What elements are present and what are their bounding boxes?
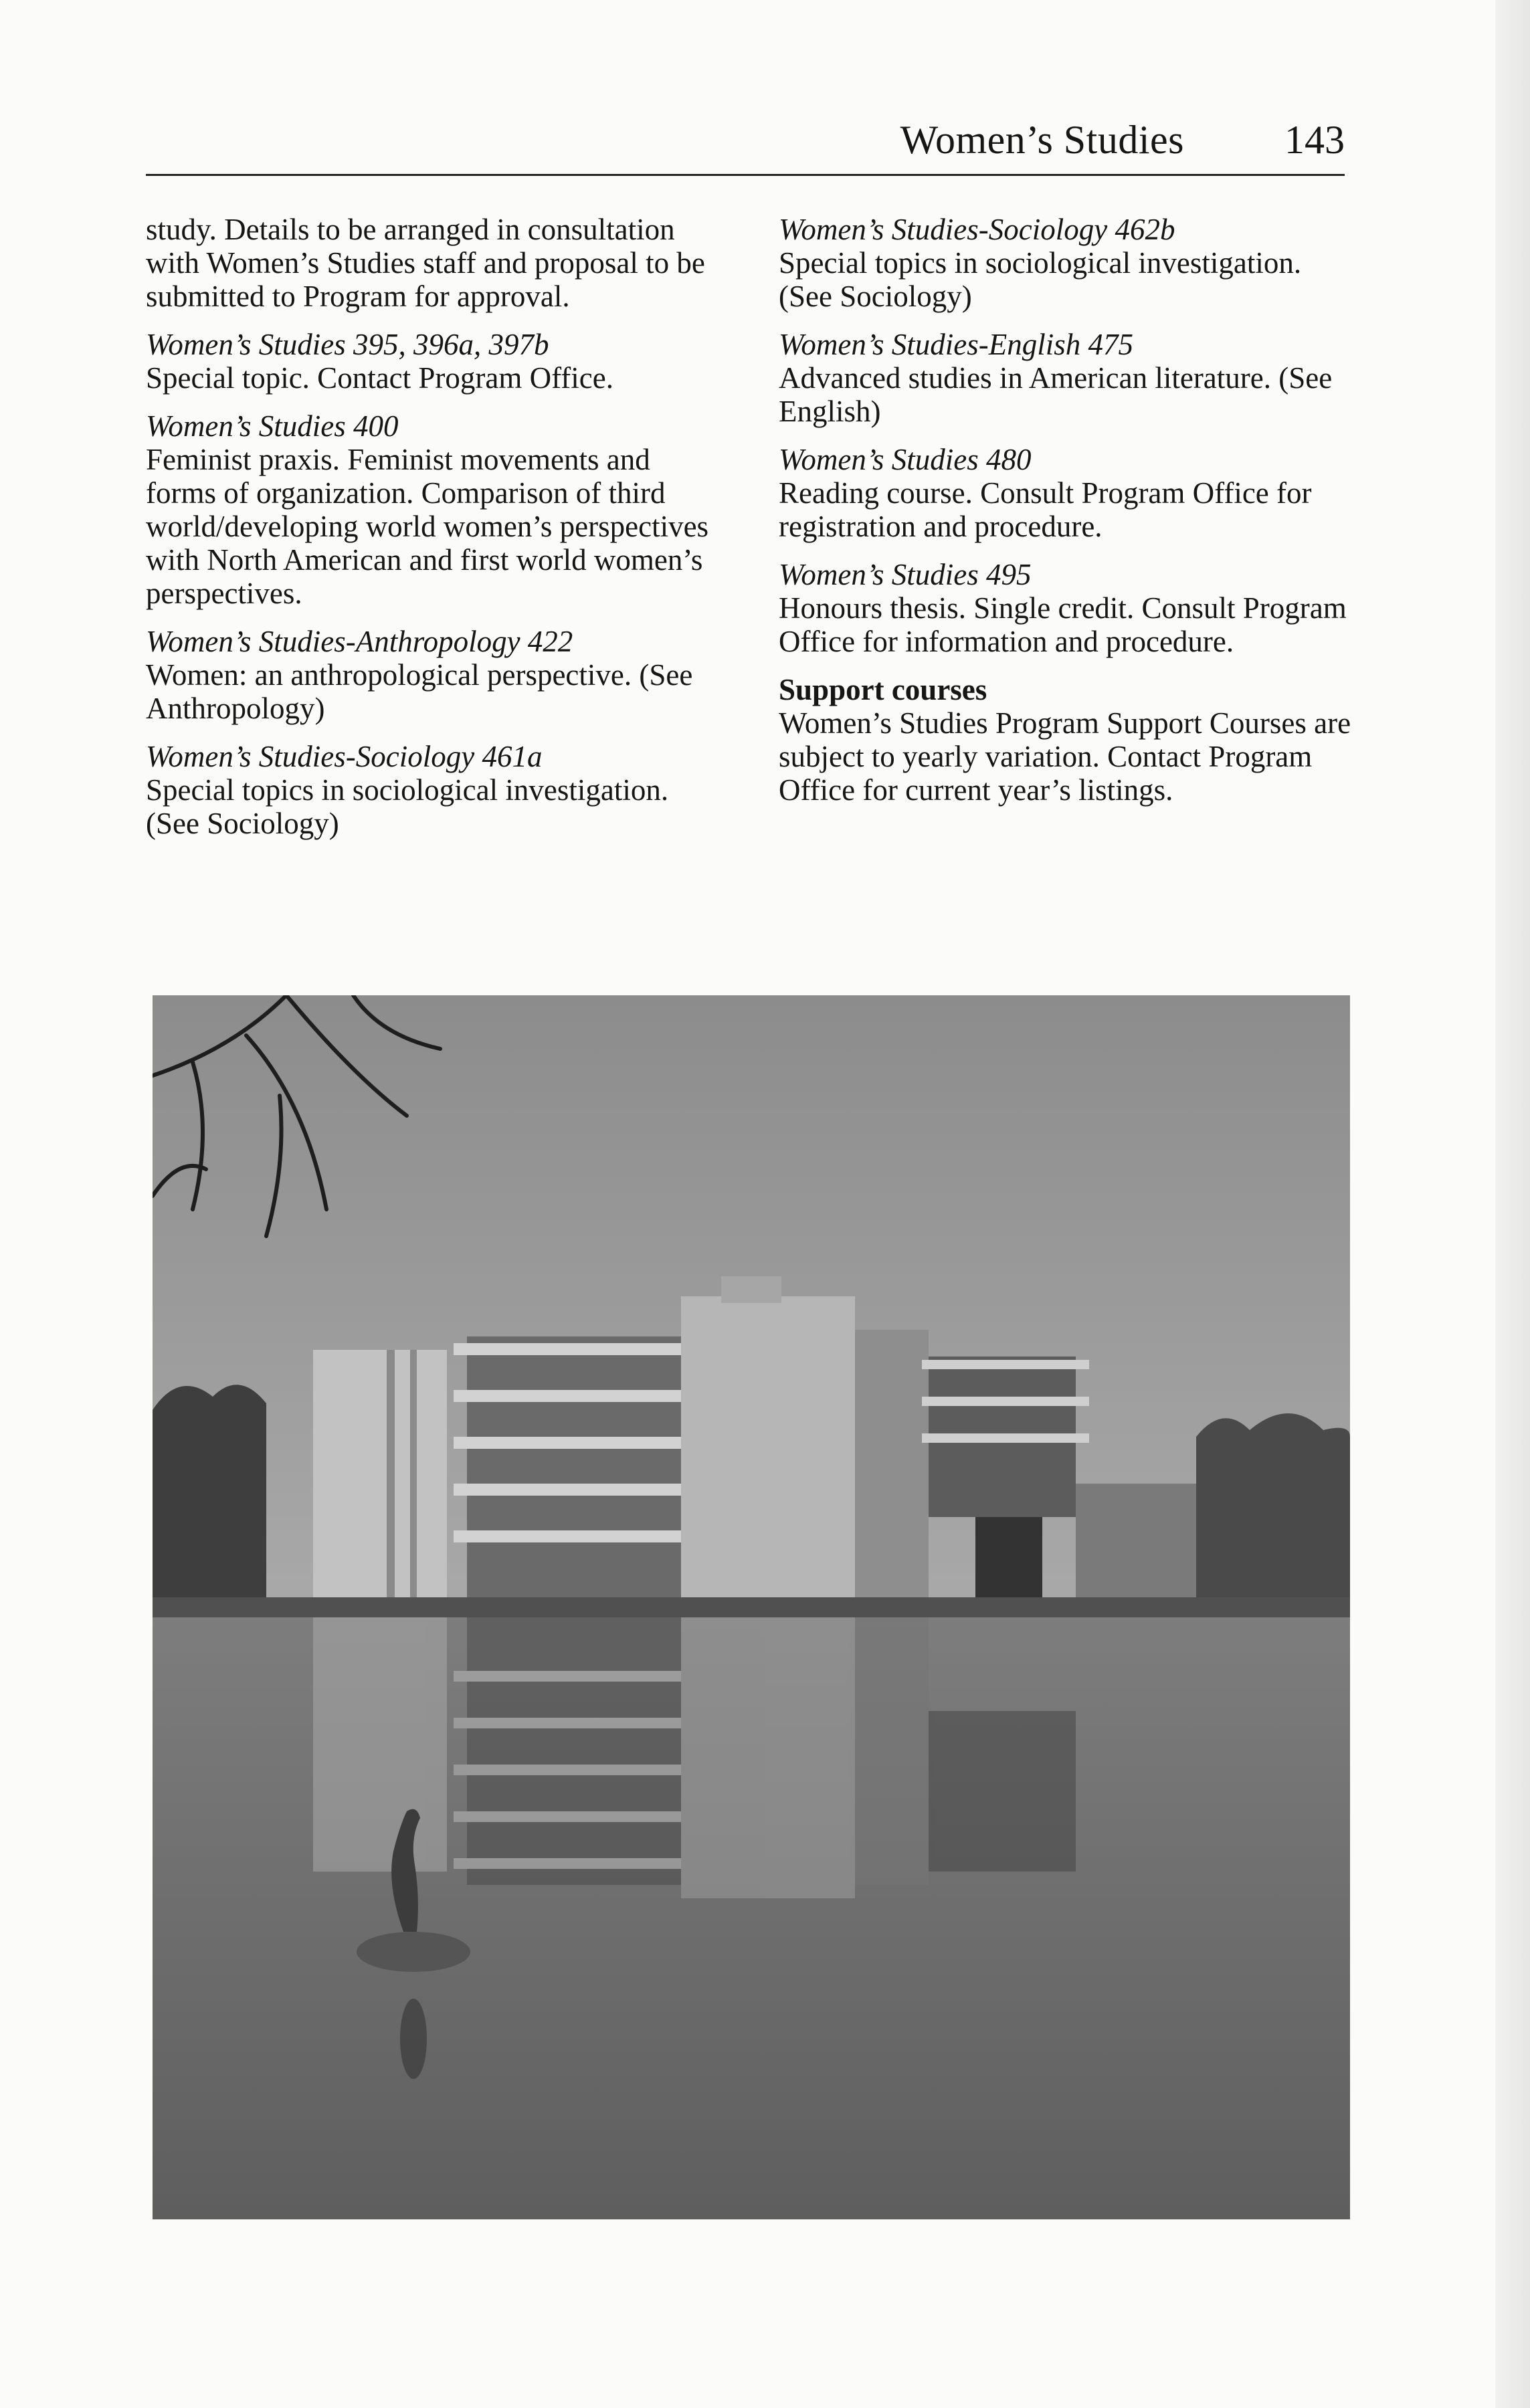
course-title: Women’s Studies-Sociology 462b [779,213,1175,246]
course-description: Women: an anthropological perspective. (See Anthropology) [146,658,693,725]
course-description: Special topics in sociological investigation. (See Sociology) [779,246,1302,313]
course-entry [779,443,1354,543]
course-description: Special topic. Contact Program Office. [146,361,613,395]
course-entry [146,409,721,610]
left-column [146,213,721,855]
support-text: Women’s Studies Program Support Courses are subject to yearly variation. Contact Program Office for current year’s listings. [779,706,1351,807]
page-number: 143 [1284,118,1345,162]
course-entry [146,328,721,395]
course-title: Women’s Studies-Sociology 461a [146,740,543,773]
course-title: Women’s Studies-English 475 [779,328,1134,361]
campus-photograph [153,995,1350,2219]
course-title: Women’s Studies 400 [146,409,399,443]
course-description: Reading course. Consult Program Office for registration and procedure. [779,476,1312,543]
page-edge [1495,0,1530,2408]
course-entry [779,558,1354,658]
course-description: Feminist praxis. Feminist movements and forms of organization. Comparison of third world/developing world women’s perspectives with North American and first world women’s perspectives. [146,443,709,610]
running-header [146,112,1345,176]
intro-paragraph [146,213,721,313]
course-title: Women’s Studies-Anthropology 422 [146,625,573,658]
support-heading: Support courses [779,673,987,706]
intro-text: study. Details to be arranged in consultation with Women’s Studies staff and proposal to be submitted to Program for approval. [146,213,705,313]
course-entry [779,328,1354,428]
course-entry [779,213,1354,313]
course-title: Women’s Studies 495 [779,558,1032,591]
section-title: Women’s Studies [900,118,1184,162]
course-entry [146,740,721,840]
course-description: Special topics in sociological investigation. (See Sociology) [146,773,669,840]
course-description: Honours thesis. Single credit. Consult Program Office for information and procedure. [779,591,1347,658]
right-column [779,213,1354,821]
course-entry [146,625,721,725]
course-title: Women’s Studies 395, 396a, 397b [146,328,549,361]
course-title: Women’s Studies 480 [779,443,1032,476]
support-courses [779,673,1354,807]
course-description: Advanced studies in American literature. (See English) [779,361,1333,428]
